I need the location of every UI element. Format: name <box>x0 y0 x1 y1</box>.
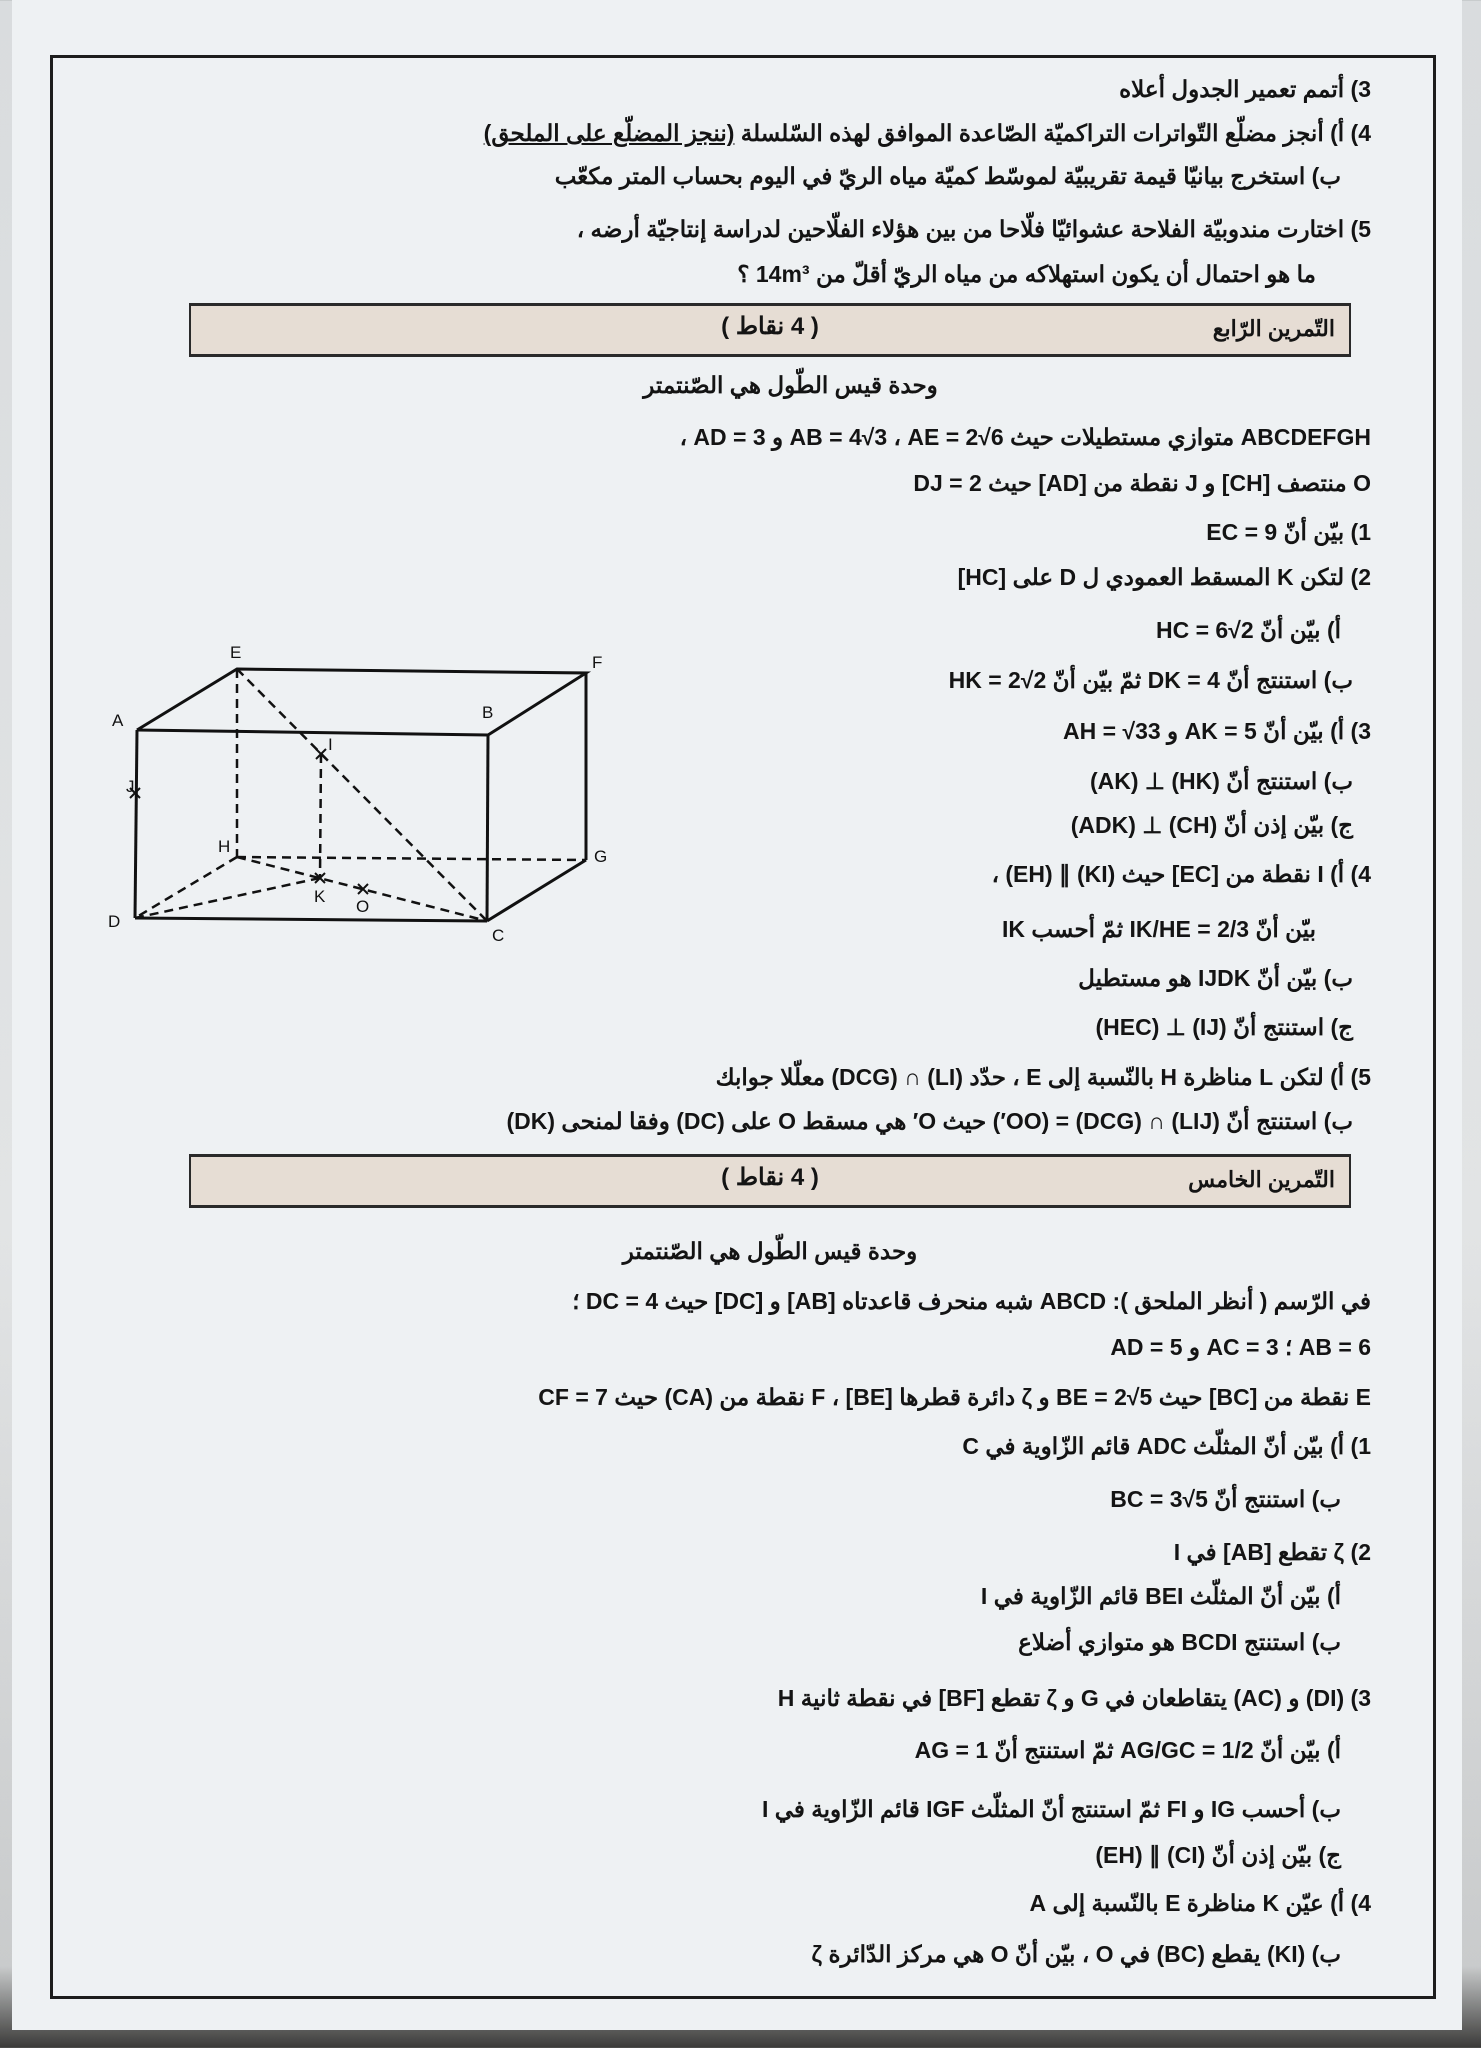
ex4-line: ب) استنتج أنّ (HK) ⊥ (AK) <box>1089 768 1353 794</box>
ex5-title: التّمرين الخامس <box>1188 1167 1335 1192</box>
label-I: I <box>328 735 333 754</box>
ex5-line: ب) استنتج BCDI هو متوازي أضلاع <box>1018 1629 1341 1655</box>
ex5-line: 4) أ) عيّن K مناظرة E بالنّسبة إلى A <box>1029 1890 1371 1916</box>
ex3-q4a-note: (ننجز المضلّع على الملحق) <box>483 120 735 146</box>
ex3-q4b: ب) استخرج بيانيّا قيمة تقريبيّة لموسّط كميّة مياه الريّ في اليوم بحساب المتر مكعّب <box>554 163 1341 189</box>
figure-solid-edges <box>135 669 586 921</box>
ex5-header <box>189 1154 1351 1208</box>
ex4-line: ABCDEFGH متوازي مستطيلات حيث AB = 4√3 ، AE = 2√6 و AD = 3 ، <box>679 424 1371 450</box>
label-H: H <box>218 837 231 856</box>
ex4-line: أ) بيّن أنّ HC = 6√2 <box>1156 617 1341 643</box>
ex3-q3: 3) أتمم تعمير الجدول أعلاه <box>1119 76 1371 102</box>
ex4-line: O منتصف [CH] و J نقطة من [AD] حيث DJ = 2 <box>913 470 1371 496</box>
label-C: C <box>492 926 505 945</box>
ex5-line: 1) أ) بيّن أنّ المثلّث ADC قائم الزّاوية في C <box>962 1433 1371 1459</box>
ex4-line: 3) أ) بيّن أنّ AK = 5 و AH = √33 <box>1063 718 1371 744</box>
ex4-line: ب) بيّن أنّ IJDK هو مستطيل <box>1078 965 1353 991</box>
ex5-unit: وحدة قيس الطّول هي الصّنتمتر <box>622 1238 918 1264</box>
label-F: F <box>592 653 603 672</box>
ex5-line: ج) بيّن إذن أنّ (CI) ∥ (EH) <box>1095 1842 1341 1868</box>
ex5-line: أ) بيّن أنّ المثلّث BEI قائم الزّاوية في I <box>980 1583 1341 1609</box>
label-B: B <box>482 703 494 722</box>
ex3-q5: 5) اختارت مندوبيّة الفلاحة عشوائيّا فلّاحا من بين هؤلاء الفلّاحين لدراسة إنتاجيّة أرضه ، <box>576 216 1371 242</box>
ex5-line: ب) أحسب IG و FI ثمّ استنتج أنّ المثلّث IGF قائم الزّاوية في I <box>761 1796 1341 1822</box>
ex4-header <box>189 303 1351 357</box>
ex3-q4a <box>484 118 1371 148</box>
ex4-line: 1) بيّن أنّ EC = 9 <box>1206 519 1371 545</box>
ex4-points: ( 4 نقاط ) <box>721 313 819 340</box>
ex5-line: AB = 6 ؛ AC = 3 و AD = 5 <box>1110 1334 1371 1360</box>
ex4-line: 2) لتكن K المسقط العمودي ل D على [HC] <box>957 564 1371 590</box>
ex4-line: ب) استنتج أنّ (LIJ) ∩ (DCG) = (OO′) حيث O′ هي مسقط O على (DC) وفقا لمنحى (DK) <box>506 1108 1353 1134</box>
ex5-line: في الرّسم ( أنظر الملحق ): ABCD شبه منحرف قاعدتاه [AB] و [DC] حيث DC = 4 ؛ <box>572 1288 1371 1314</box>
ex4-line: 4) أ) I نقطة من [EC] حيث (KI) ∥ (EH) ، <box>991 861 1371 887</box>
ex4-line: بيّن أنّ IK/HE = 2/3 ثمّ أحسب IK <box>1001 916 1316 942</box>
ex4-line: 5) أ) لتكن L مناظرة H بالنّسبة إلى E ، حدّد (LI) ∩ (DCG) معلّلا جوابك <box>715 1064 1371 1090</box>
ex4-line: ج) استنتج أنّ (IJ) ⊥ (HEC) <box>1095 1014 1353 1040</box>
ex3-q5b: ما هو احتمال أن يكون استهلاكه من مياه الريّ أقلّ من 14m³ ؟ <box>737 261 1316 287</box>
label-O: O <box>356 897 370 916</box>
label-A: A <box>112 711 124 730</box>
label-E: E <box>230 643 242 662</box>
ex4-line: ب) استنتج أنّ DK = 4 ثمّ بيّن أنّ HK = 2√2 <box>948 667 1353 693</box>
ex5-points: ( 4 نقاط ) <box>721 1164 819 1191</box>
figure-hidden-edges <box>135 669 586 921</box>
ex5-line: E نقطة من [BC] حيث BE = 2√5 و ζ دائرة قطرها [BE] ، F نقطة من (CA) حيث CF = 7 <box>538 1384 1371 1410</box>
label-J: J <box>126 777 135 796</box>
label-D: D <box>108 912 121 931</box>
ex5-line: 3) (DI) و (AC) يتقاطعان في G و ζ تقطع [BF] في نقطة ثانية H <box>777 1685 1371 1711</box>
label-K: K <box>314 887 326 906</box>
ex5-line: ب) (KI) يقطع (BC) في O ، بيّن أنّ O هي مركز الدّائرة ζ <box>811 1941 1341 1967</box>
figure-point-marks <box>130 749 368 894</box>
ex5-line: 2) ζ تقطع [AB] في I <box>1173 1539 1371 1565</box>
ex4-line: ج) بيّن إذن أنّ (CH) ⊥ (ADK) <box>1070 812 1353 838</box>
cuboid-figure <box>100 640 620 960</box>
ex3-q4a-text: 4) أ) أنجز مضلّع التّواترات التراكميّة الصّاعدة الموافق لهذه السّلسلة <box>740 120 1371 146</box>
ex4-title: التّمرين الرّابع <box>1212 316 1335 341</box>
ex4-unit: وحدة قيس الطّول هي الصّنتمتر <box>643 372 938 398</box>
label-G: G <box>594 847 608 866</box>
ex5-line: ب) استنتج أنّ BC = 3√5 <box>1110 1486 1341 1512</box>
ex5-line: أ) بيّن أنّ AG/GC = 1/2 ثمّ استنتج أنّ AG = 1 <box>914 1737 1341 1763</box>
